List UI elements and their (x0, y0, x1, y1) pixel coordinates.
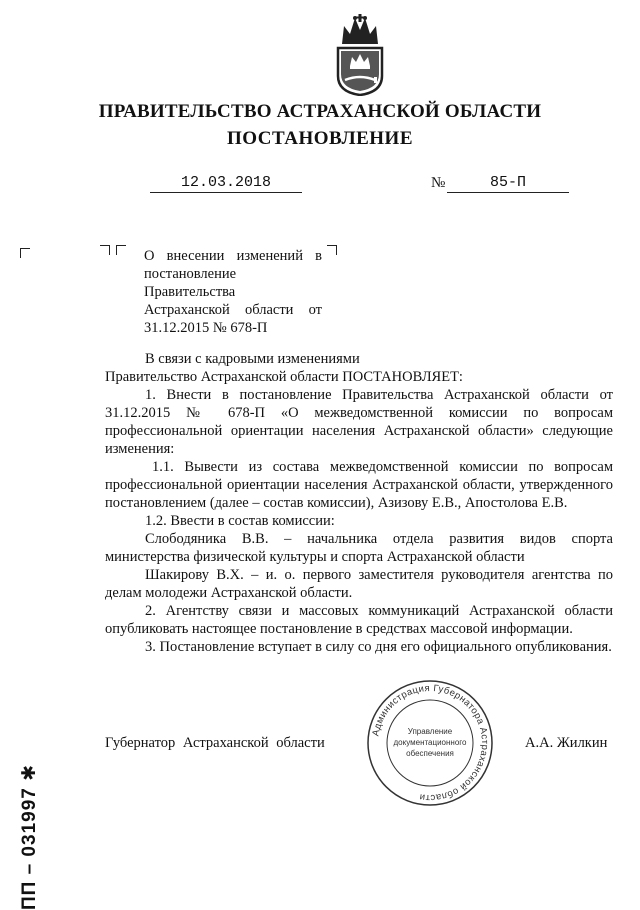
document-date: 12.03.2018 (150, 174, 302, 193)
paragraph-2: 2. Агентству связи и массовых коммуникаций Астраханской области опубликовать настоящее постановление в средствах массовой информации. (105, 603, 613, 637)
signatory-position: Губернатор Астраханской области (105, 735, 325, 751)
corner-mark-icon (20, 248, 30, 258)
coat-of-arms-icon (330, 14, 390, 96)
government-title: ПРАВИТЕЛЬСТВО АСТРАХАНСКОЙ ОБЛАСТИ (98, 101, 542, 122)
paragraph-1-1: 1.1. Вывести из состава межведомственной комиссии по вопросам профессиональной ориентации населения Астраханской области, утвержденного постановлением (далее – состав комиссии), Азизову Е.В., Апостолова Е.В. (105, 459, 613, 511)
stamp-ring-text: Администрация Губернатора Астраханской области (370, 682, 491, 804)
stamp-center-line: Управление (407, 727, 453, 736)
paragraph-1: 1. Внести в постановление Правительства Астраханской области от 31.12.2015 № 678-П «О межведомственной комиссии по вопросам профессиональной ориентации населения Астраханской области» следующие изменения: (105, 387, 613, 457)
stamp-center-line: обеспечения (406, 749, 454, 758)
paragraph-1-2-item: Шакирову В.Х. – и. о. первого заместителя руководителя агентства по делам молодежи Астраханской области. (105, 567, 613, 601)
intro-line: Правительство Астраханской области ПОСТАНОВЛЯЕТ: (105, 369, 463, 385)
corner-mark-icon (100, 245, 110, 255)
intro-line: В связи с кадровыми изменениями (145, 351, 360, 367)
corner-mark-icon (327, 245, 337, 255)
document-subject: О внесении изменений в постановление Правительства Астраханской области от 31.12.2015 № 678-П (144, 248, 322, 336)
corner-mark-icon (116, 245, 126, 255)
official-stamp (365, 678, 495, 808)
signatory-name: А.А. Жилкин (525, 735, 608, 751)
document-type-title: ПОСТАНОВЛЕНИЕ (226, 128, 414, 149)
document-number: 85-П (447, 174, 569, 193)
stamp-center-line: документационного (393, 738, 467, 747)
document-body (105, 350, 613, 656)
paragraph-3: 3. Постановление вступает в силу со дня его официального опубликования. (145, 639, 612, 655)
paragraph-1-2: 1.2. Ввести в состав комиссии: (145, 513, 335, 529)
paragraph-1-2-item: Слободяника В.В. – начальника отдела развития видов спорта министерства физической культуры и спорта Астраханской области (105, 531, 613, 565)
number-label: № (431, 175, 446, 191)
registration-code: ПП – 031997 ✱ (19, 763, 40, 910)
